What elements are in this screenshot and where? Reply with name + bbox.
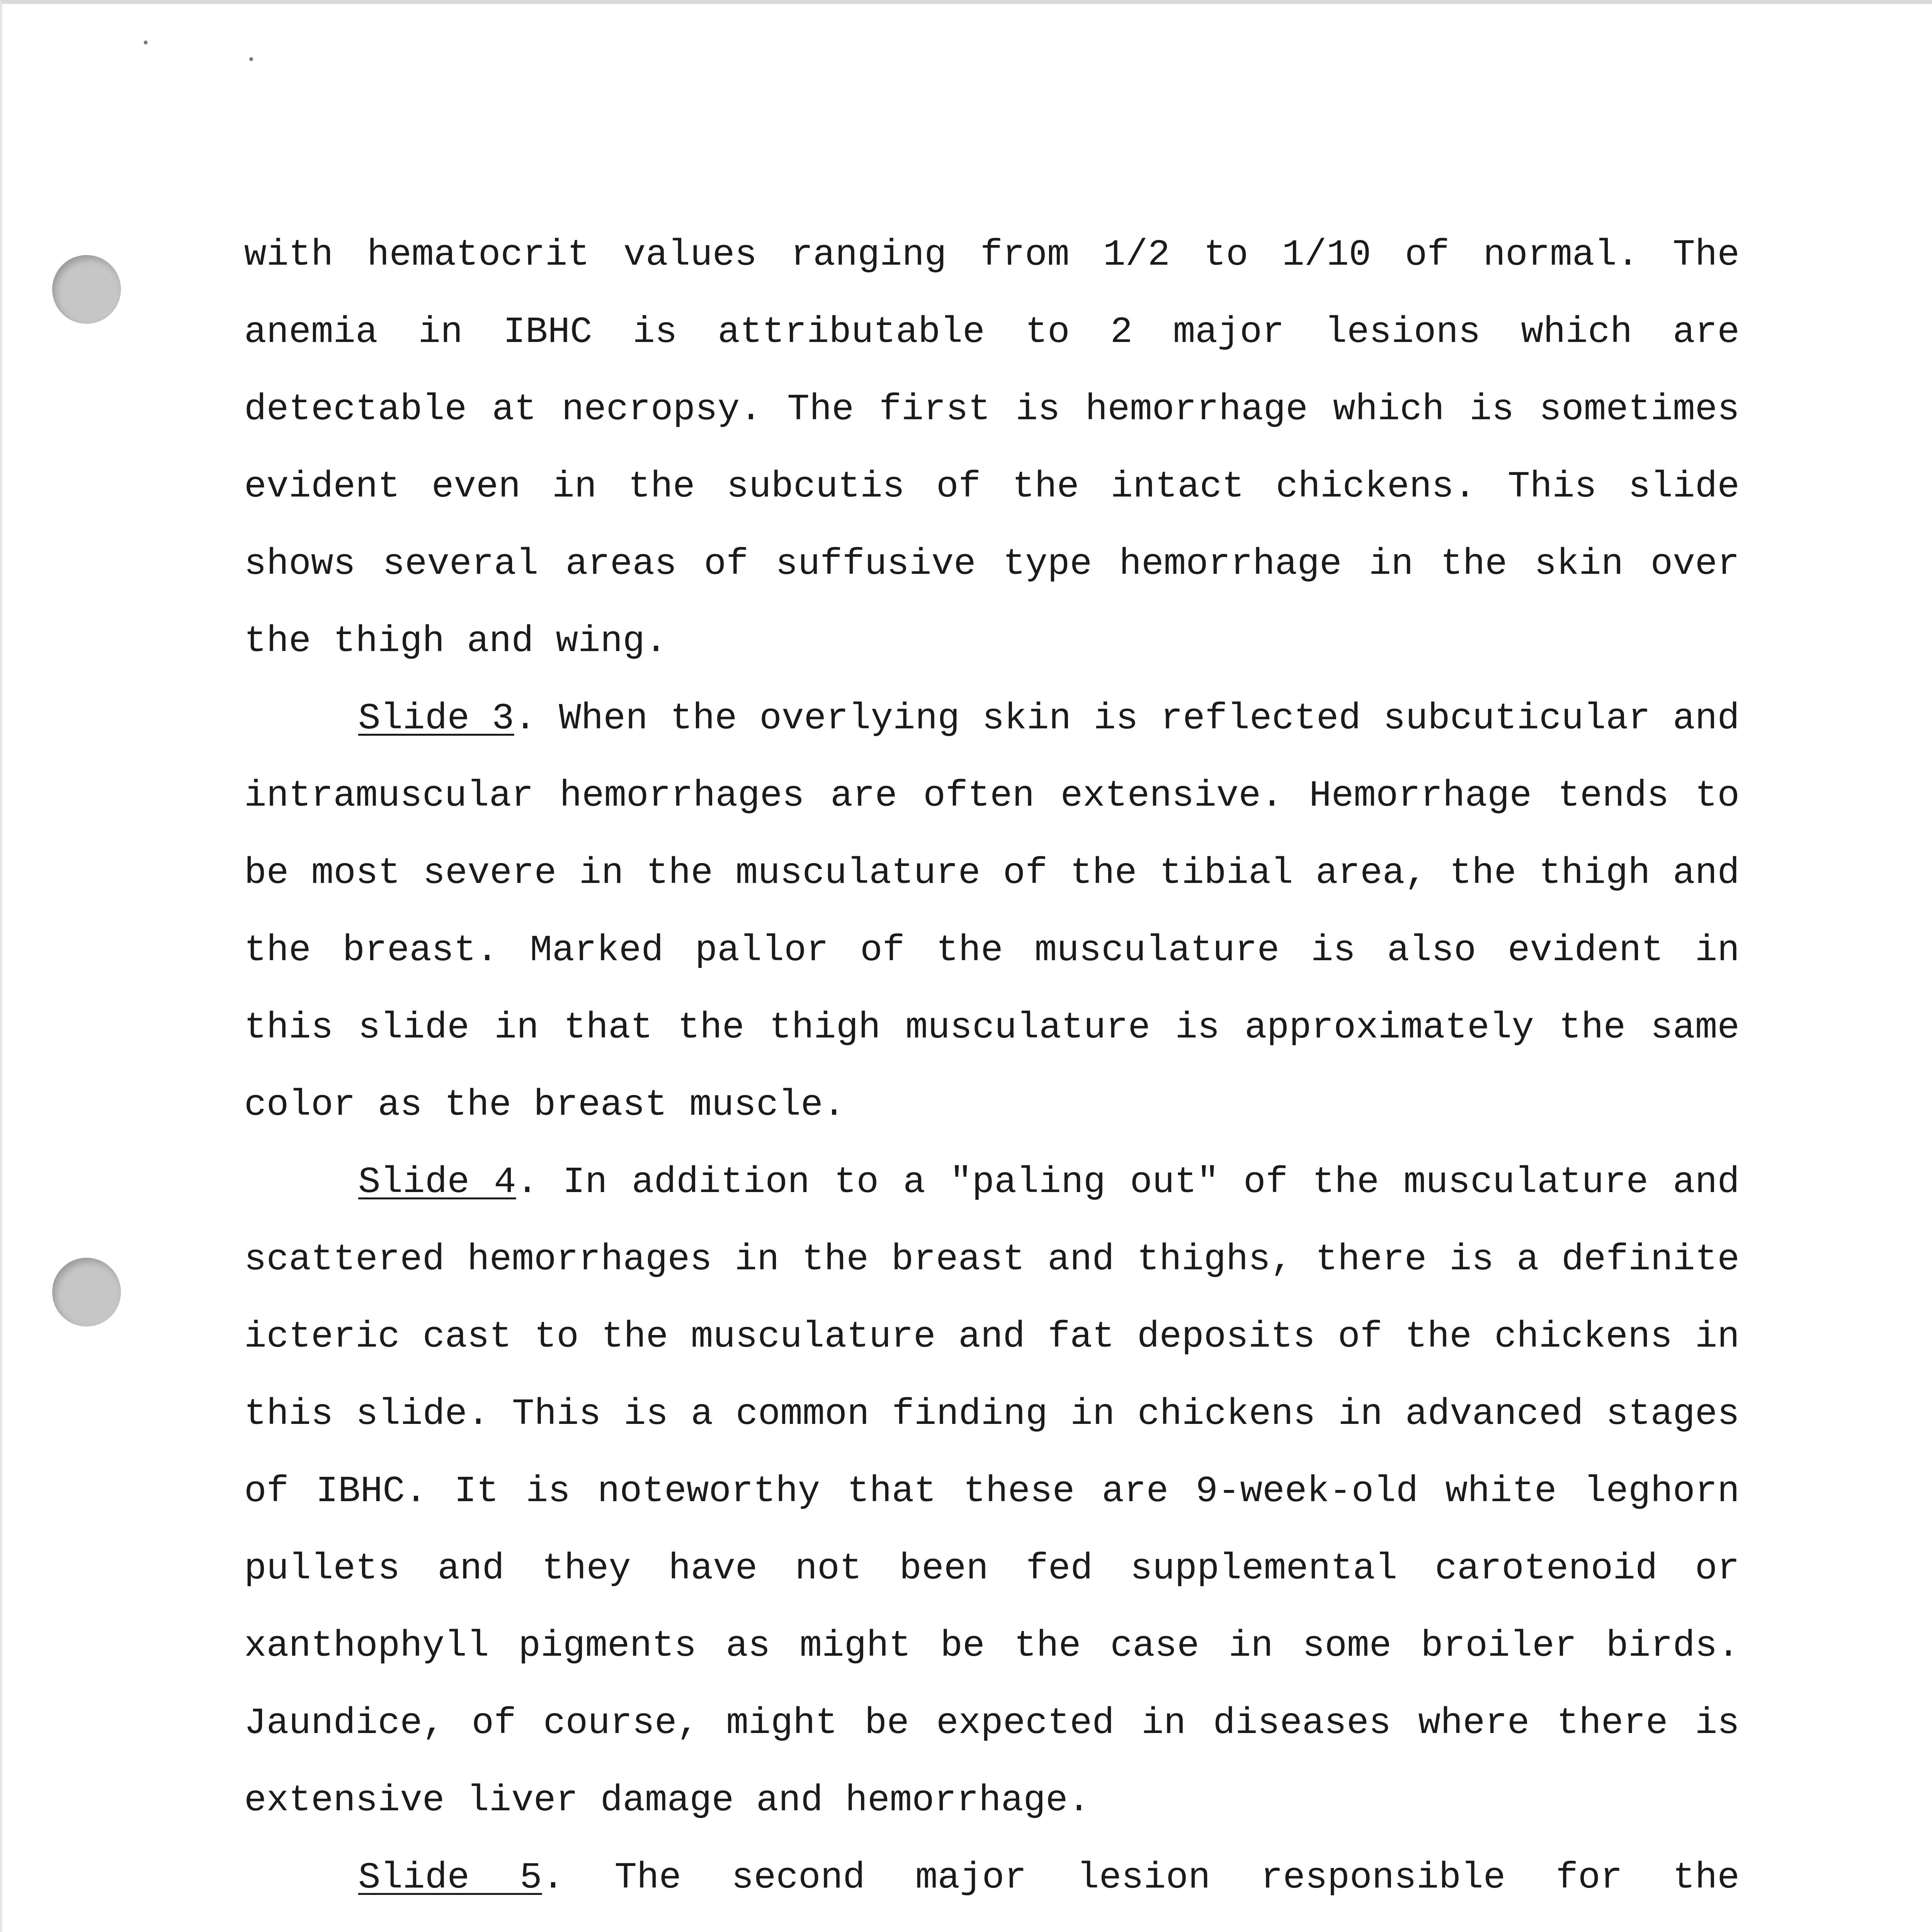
document-body (244, 216, 1740, 1932)
paragraph-2-text: . When the overlying skin is reflected subcuticular and intramuscular hemorrhages are often extensive. Hemorrhage tends to be most severe in the musculature of the tibial area, the thigh and the breast. Marked pallor of the musculature is also evident in this slide in that the thigh musculature is approximately the same color as the breast muscle. (244, 697, 1740, 1126)
paragraph-3-text: . In addition to a "paling out" of the musculature and scattered hemorrhages in the breast and thighs, there is a definite icteric cast to the musculature and fat deposits of the chickens in this slide. This is a common finding in chickens in advanced stages of IBHC. It is noteworthy that these are 9-week-old white leghorn pullets and they have not been fed supplemental carotenoid or xanthophyll pigments as might be the case in some broiler birds. Jaundice, of course, might be expected in diseases where there is extensive liver damage and hemorrhage. (244, 1161, 1740, 1821)
punch-hole-top (52, 255, 121, 324)
slide-4-label: Slide 4 (358, 1161, 516, 1203)
paragraph-4-text: . The second major lesion responsible for the (542, 1857, 1740, 1899)
slide-3-label: Slide 3 (358, 697, 514, 740)
slide-5-label: Slide 5 (358, 1857, 542, 1899)
paragraph-4 (244, 1839, 1740, 1932)
punch-hole-middle (52, 1258, 121, 1327)
paragraph-2 (244, 680, 1740, 1144)
paragraph-1: with hematocrit values ranging from 1/2 to 1/10 of normal. The anemia in IBHC is attributable to 2 major lesions which are detectable at necropsy. The first is hemorrhage which is sometimes evident even in the subcutis of the intact chickens. This slide shows several areas of suffusive type hemorrhage in the skin over the thigh and wing. (244, 234, 1740, 662)
scan-speck (249, 57, 253, 61)
scan-speck (144, 41, 148, 44)
paragraph-3 (244, 1144, 1740, 1839)
